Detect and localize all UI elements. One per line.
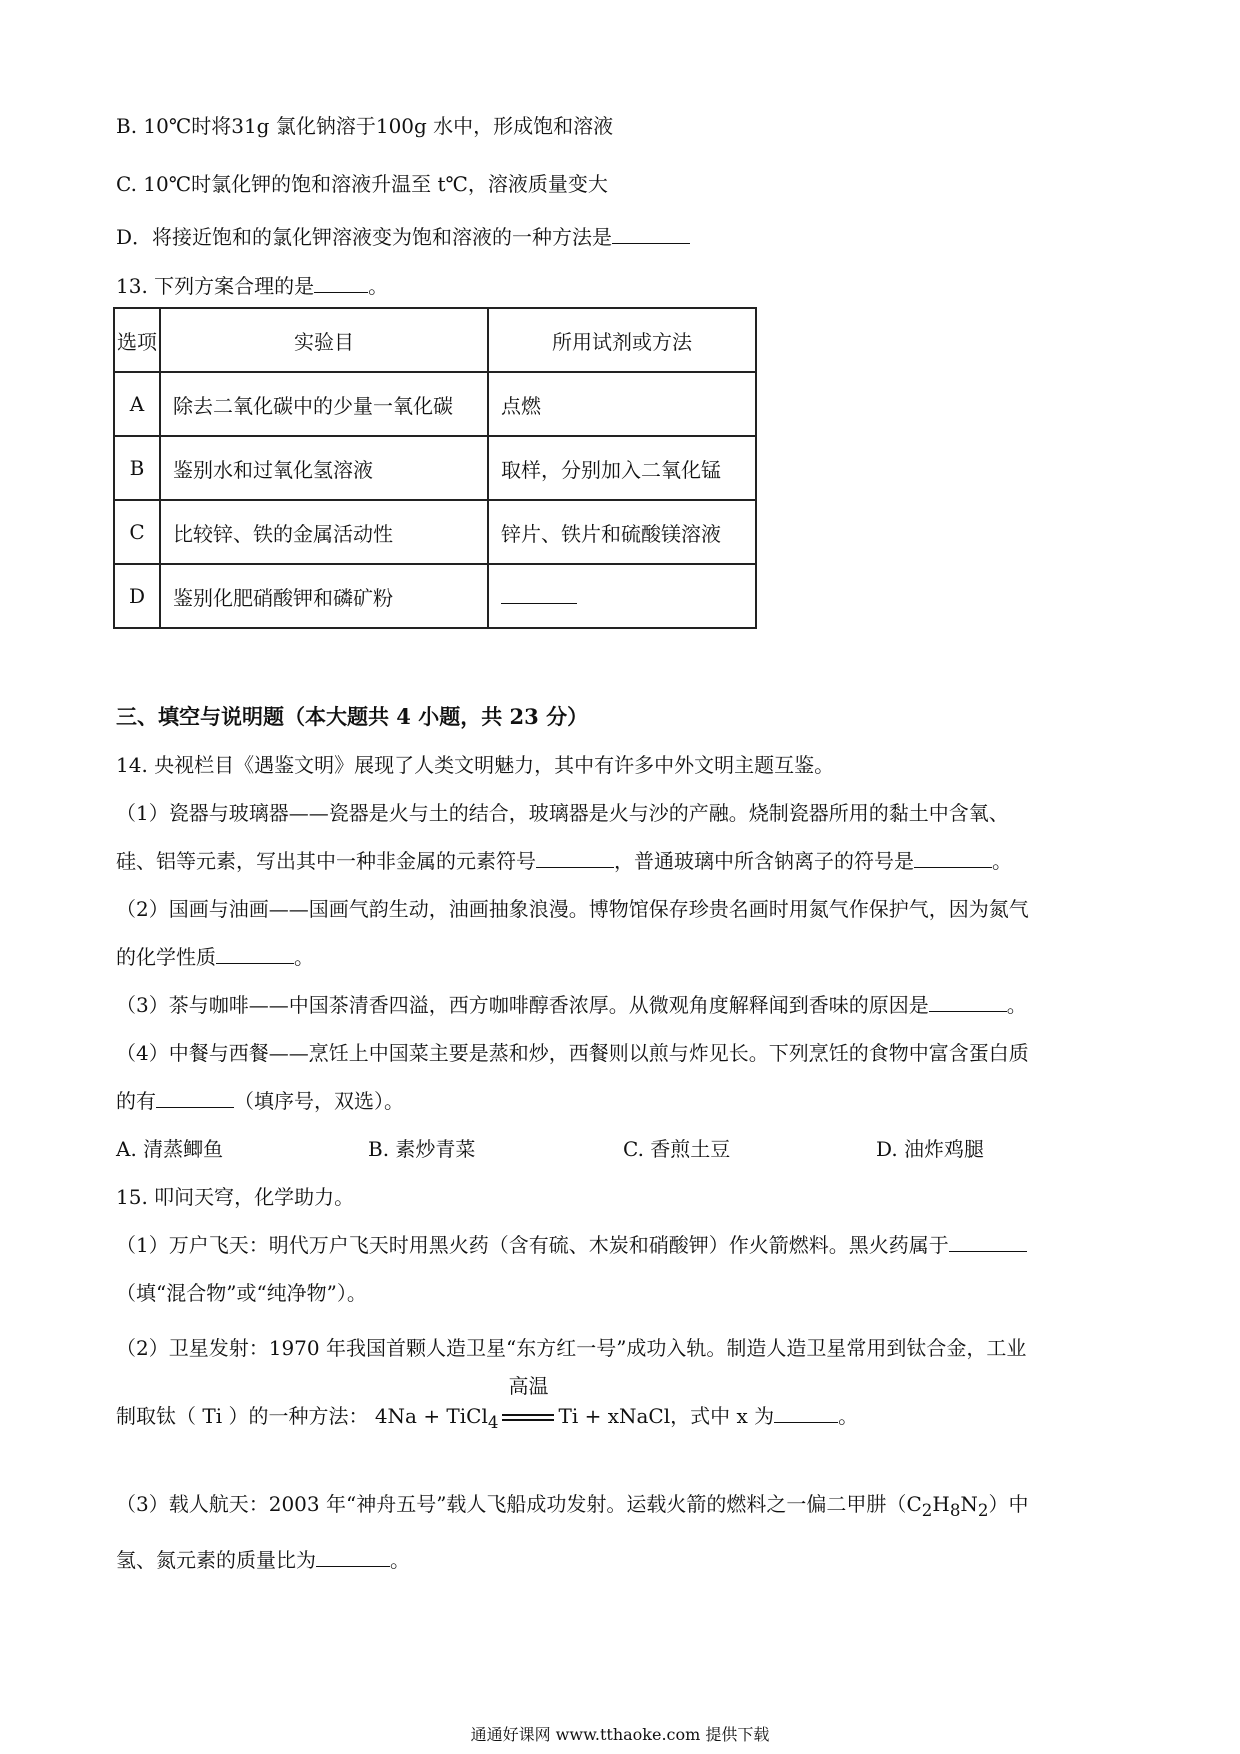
q14-option-d: D. 油炸鸡腿 <box>876 1137 985 1161</box>
option-c-line <box>116 170 608 198</box>
table-row <box>114 564 756 628</box>
answer-blank <box>314 272 368 293</box>
option-b-line <box>116 112 613 140</box>
q14-part2-line1: （2）国画与油画——国画气韵生动，油画抽象浪漫。博物馆保存珍贵名画时用氮气作保护气，因为氮气 <box>116 897 1029 921</box>
q14-part1-line1: （1）瓷器与玻璃器——瓷器是火与土的结合，玻璃器是火与沙的产融。烧制瓷器所用的黏土中含氧、 <box>116 801 1009 825</box>
q15-part3-line1: （3）载人航天：2003 年“神舟五号”载人飞船成功发射。运载火箭的燃料之一偏二甲肼$(C_2H_8N_2)$中 <box>116 1492 1029 1520</box>
table-header-row <box>114 308 756 372</box>
table-row <box>114 372 756 436</box>
table-row <box>114 500 756 564</box>
q14-option-b: B. 素炒青菜 <box>368 1137 476 1161</box>
option-d-text: D．将接近饱和的氯化钾溶液变为饱和溶液的一种方法是 <box>116 225 613 249</box>
q15-part1-line2: （填“混合物”或“纯净物”）。 <box>116 1281 367 1305</box>
answer-blank <box>501 583 577 604</box>
table-cell-method: 点燃 <box>488 372 756 436</box>
table-header-cell: 选项 <box>114 308 160 372</box>
reaction-condition: 高温 <box>502 1402 554 1430</box>
option-d-line <box>116 223 690 251</box>
question-13-text: 13. 下列方案合理的是 <box>116 274 315 298</box>
table-cell-goal: 比较锌、铁的金属活动性 <box>160 500 488 564</box>
table-cell-goal: 除去二氧化碳中的少量一氧化碳 <box>160 372 488 436</box>
answer-blank <box>156 1087 234 1108</box>
table-cell-option: D <box>114 564 160 628</box>
question-15-stem: 15. 叩问天穹，化学助力。 <box>116 1185 355 1209</box>
section-heading: 三、填空与说明题（本大题共 4 小题，共 23 分） <box>116 704 589 729</box>
table-cell-method: 锌片、铁片和硫酸镁溶液 <box>488 500 756 564</box>
q15-part2-line2: 制取钛（ Ti ）的一种方法： 4Na + TiCl$_4$ 高温 Ti + xNaCl，式中 x 为 。 <box>116 1374 859 1432</box>
table-cell-goal: 鉴别化肥硝酸钾和磷矿粉 <box>160 564 488 628</box>
footer-watermark: 通通好课网 www.tthaoke.com 提供下载 <box>470 1725 770 1744</box>
table-cell-option: A <box>114 372 160 436</box>
q15-part1-line1: （1）万户飞天：明代万户飞天时用黑火药（含有硫、木炭和硝酸钾）作火箭燃料。黑火药属于 <box>116 1231 1027 1259</box>
q14-part4-line2: 的有 （填序号，双选）。 <box>116 1089 404 1113</box>
table-cell-method: 取样，分别加入二氧化锰 <box>488 436 756 500</box>
q14-part4-line1: （4）中餐与西餐——烹饪上中国菜主要是蒸和炒，西餐则以煎与炸见长。下列烹饪的食物中富含蛋白质 <box>116 1041 1029 1065</box>
q14-option-a: A. 清蒸鲫鱼 <box>116 1137 224 1161</box>
answer-blank <box>914 847 992 868</box>
answer-blank <box>612 223 690 244</box>
answer-blank <box>216 943 294 964</box>
option-b-text: B. 10℃时将31g 氯化钠溶于100g 水中，形成饱和溶液 <box>116 114 614 138</box>
experiment-table <box>113 307 757 629</box>
table-row <box>114 436 756 500</box>
equals-sign <box>502 1414 554 1421</box>
answer-blank <box>929 991 1007 1012</box>
question-14-stem: 14. 央视栏目《遇鉴文明》展现了人类文明魅力，其中有许多中外文明主题互鉴。 <box>116 753 835 777</box>
q14-part2-line2: 的化学性质 。 <box>116 945 314 969</box>
q14-option-c: C. 香煎土豆 <box>623 1137 731 1161</box>
table-header-cell: 实验目 <box>160 308 488 372</box>
answer-blank <box>949 1231 1027 1252</box>
table-cell-method <box>488 564 756 628</box>
option-c-text: C. 10℃时氯化钾的饱和溶液升温至 t℃，溶液质量变大 <box>116 172 608 196</box>
table-cell-option: B <box>114 436 160 500</box>
question-13: 13. 下列方案合理的是 。 <box>116 274 389 298</box>
q15-part3-line2: 氢、氮元素的质量比为 。 <box>116 1548 410 1572</box>
chemical-equation: 4Na + TiCl$_4$ 高温 Ti + xNaCl <box>374 1374 671 1432</box>
table-cell-option: C <box>114 500 160 564</box>
q14-part1-line2: 硅、铝等元素，写出其中一种非金属的元素符号 ，普通玻璃中所含钠离子的符号是 。 <box>116 849 1012 873</box>
answer-blank <box>774 1402 838 1423</box>
answer-blank <box>316 1546 390 1567</box>
formula: $C_2H_8N_2$ <box>906 1492 989 1520</box>
answer-blank <box>536 847 614 868</box>
q15-part2-line1: （2）卫星发射：1970 年我国首颗人造卫星“东方红一号”成功入轨。制造人造卫星常用到钛合金，工业 <box>116 1336 1027 1360</box>
table-cell-goal: 鉴别水和过氧化氢溶液 <box>160 436 488 500</box>
table-header-cell: 所用试剂或方法 <box>488 308 756 372</box>
q14-part3-line: （3）茶与咖啡——中国茶清香四溢，西方咖啡醇香浓厚。从微观角度解释闻到香味的原因是 。 <box>116 993 1027 1017</box>
